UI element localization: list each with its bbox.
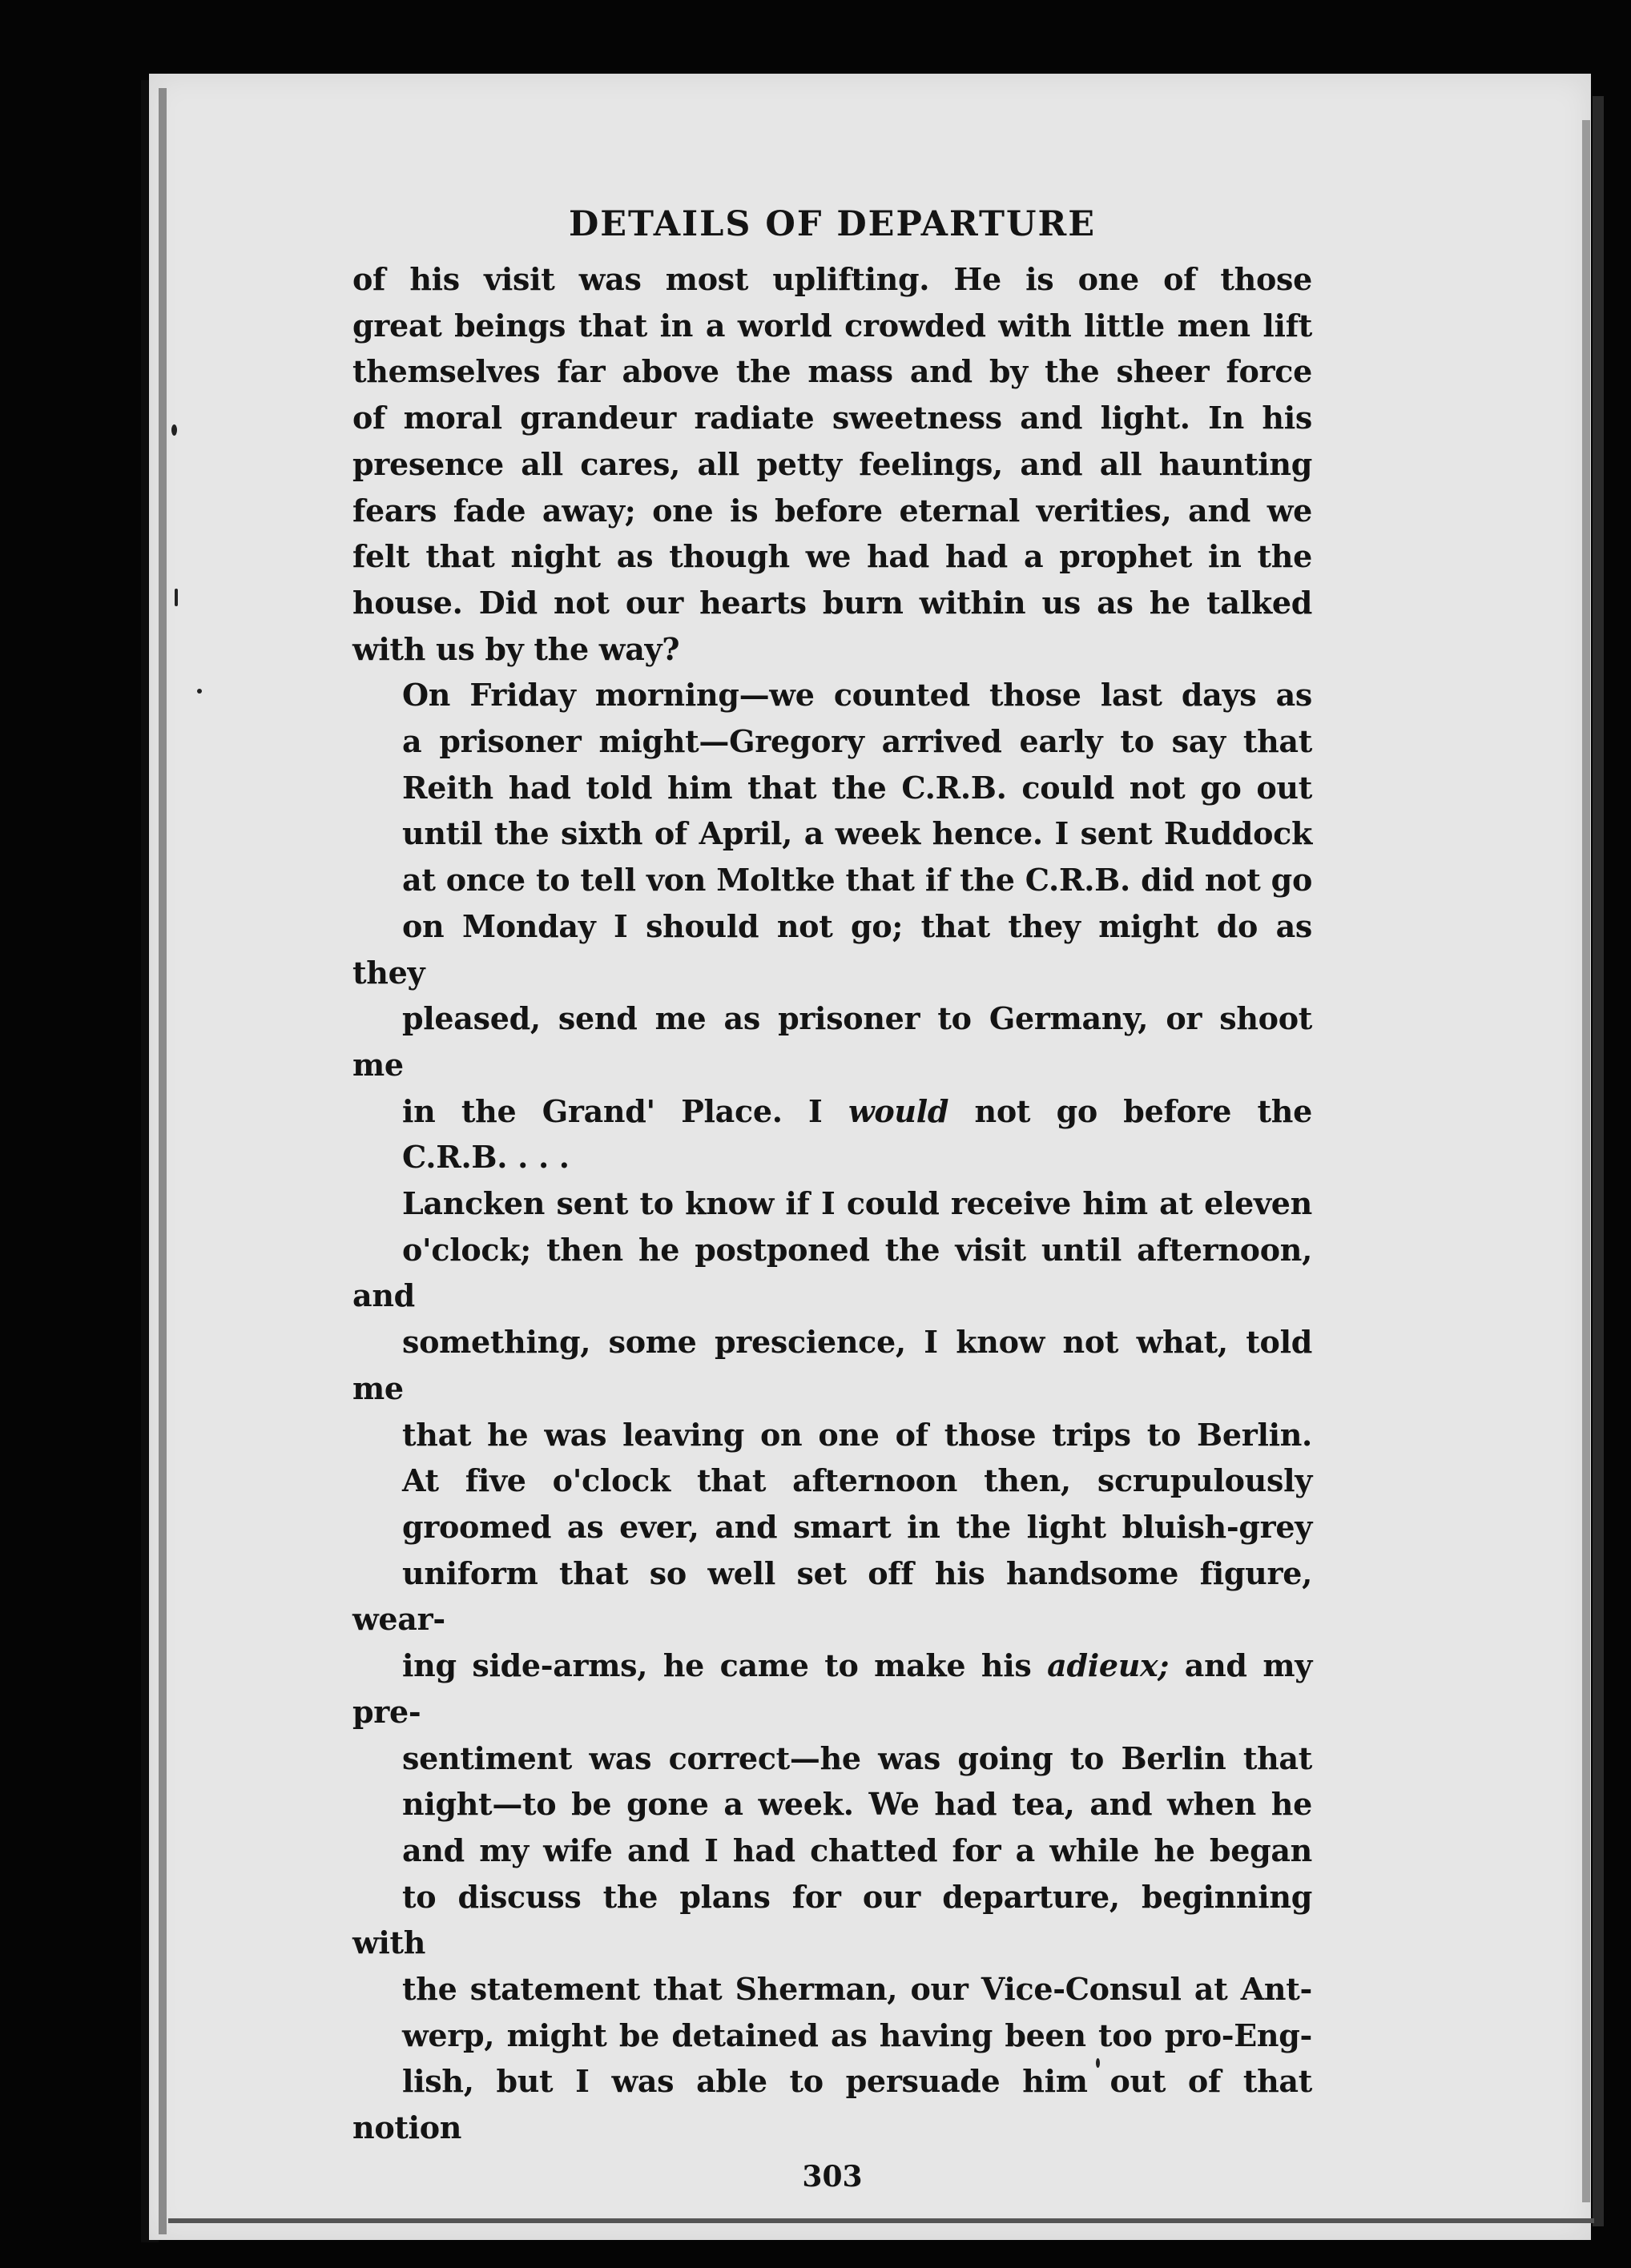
text-line: Reith had told him that the C.R.B. could not go out: [402, 769, 1312, 806]
text-line: the statement that Sherman, our Vice-Consul at Ant-: [402, 1971, 1312, 2008]
text-line: sentiment was correct—he was going to Berlin that: [402, 1739, 1312, 1776]
text-line: groomed as ever, and smart in the light bluish-grey: [402, 1508, 1312, 1545]
text-line: that he was leaving on one of those trips to Berlin.: [402, 1416, 1312, 1453]
text-line: werp, might be detained as having been too pro-Eng-: [402, 2017, 1312, 2053]
scan-speck: [197, 689, 202, 694]
text-line: of his visit was most uplifting. He is one of those: [352, 261, 1312, 297]
text-line: lish, but I was able to persuade him out of that notion: [352, 2063, 1312, 2146]
text-line: a prisoner might—Gregory arrived early to say that: [402, 723, 1312, 760]
text-line: ing side-arms, he came to make his adieux; and my pre-: [352, 1647, 1313, 1730]
text-line: at once to tell von Moltke that if the C.R.B. did not go: [402, 862, 1312, 899]
text-line: of moral grandeur radiate sweetness and light. In his: [352, 400, 1312, 436]
text-line: On Friday morning—we counted those last days as: [402, 677, 1312, 714]
text-line: night—to be gone a week. We had tea, and when he: [402, 1786, 1312, 1823]
text-line: with us by the way?: [352, 630, 680, 667]
text-line: o'clock; then he postponed the visit until afternoon, and: [352, 1231, 1312, 1314]
text-line: in the Grand' Place. I would not go before the: [402, 1092, 1312, 1129]
text-line: C.R.B. . . .: [402, 1139, 570, 1176]
text-line: presence all cares, all petty feelings, and all haunting: [352, 445, 1312, 482]
text-line: house. Did not our hearts burn within us as he talked: [352, 584, 1312, 621]
text-line: fears fade away; one is before eternal verities, and we: [352, 492, 1312, 529]
page-edge-right: [1593, 96, 1604, 2226]
page-content: [352, 200, 1312, 2201]
scan-speck: [175, 589, 178, 606]
text-line: At five o'clock that afternoon then, scrupulously: [402, 1462, 1312, 1499]
gutter-shadow: [159, 88, 167, 2234]
page-edge-bottom: [168, 2218, 1594, 2223]
running-head: DETAILS OF DEPARTURE: [568, 204, 1097, 244]
page-edge-shadow: [1582, 120, 1590, 2202]
text-line: themselves far above the mass and by the sheer force: [352, 353, 1312, 390]
text-line: something, some prescience, I know not what, told me: [352, 1324, 1312, 1406]
text-line: until the sixth of April, a week hence. I sent Ruddock: [402, 815, 1312, 852]
paragraph: [352, 1180, 1312, 2151]
paragraph: [352, 256, 1312, 672]
text-line: to discuss the plans for our departure, beginning with: [352, 1878, 1312, 1961]
paragraph: [352, 672, 1312, 1180]
text-line: uniform that so well set off his handsome figure, wear-: [352, 1554, 1312, 1638]
text-line: pleased, send me as prisoner to Germany, or shoot me: [352, 1000, 1312, 1083]
body-text: [352, 256, 1312, 2151]
text-line: felt that night as though we had had a prophet in the: [352, 538, 1312, 575]
text-line: on Monday I should not go; that they might do as they: [352, 907, 1312, 991]
page-number: 303: [802, 2159, 863, 2194]
scan-speck: [171, 424, 177, 436]
text-line: Lancken sent to know if I could receive him at eleven: [402, 1185, 1312, 1222]
text-line: great beings that in a world crowded with little men lift: [352, 307, 1312, 344]
text-line: and my wife and I had chatted for a while he began: [402, 1832, 1312, 1868]
